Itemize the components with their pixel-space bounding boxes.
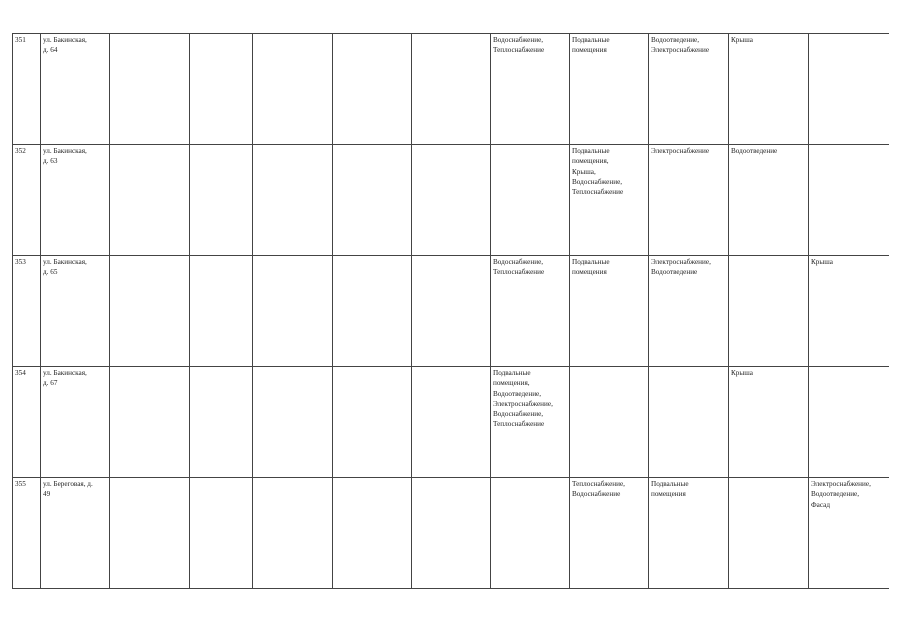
table-cell bbox=[412, 34, 491, 145]
table-row bbox=[13, 145, 889, 256]
row-number-cell: 355 bbox=[13, 478, 41, 589]
table-cell: Теплоснабжение, Водоснабжение bbox=[570, 478, 649, 589]
table-cell: Водоснабжение, Теплоснабжение bbox=[491, 34, 570, 145]
address-cell: ул. Бакинская, д. 63 bbox=[41, 145, 110, 256]
table-cell: Электроснабжение, Водоотведение, Фасад bbox=[809, 478, 889, 589]
table-cell bbox=[412, 145, 491, 256]
table-cell: Крыша bbox=[729, 367, 809, 478]
address-cell: ул. Береговая, д. 49 bbox=[41, 478, 110, 589]
table-cell bbox=[491, 145, 570, 256]
table-cell: Электроснабжение bbox=[649, 145, 729, 256]
row-number-cell: 351 bbox=[13, 34, 41, 145]
table-row bbox=[13, 367, 889, 478]
table-cell bbox=[412, 367, 491, 478]
table-cell: Крыша bbox=[809, 256, 889, 367]
row-number-cell: 354 bbox=[13, 367, 41, 478]
table-cell: Подвальные помещения bbox=[570, 256, 649, 367]
table-cell bbox=[110, 256, 190, 367]
table-cell bbox=[333, 367, 412, 478]
table-cell bbox=[729, 478, 809, 589]
table-cell bbox=[809, 34, 889, 145]
table-cell bbox=[412, 256, 491, 367]
table-cell bbox=[253, 478, 333, 589]
table-cell: Подвальные помещения bbox=[570, 34, 649, 145]
row-number-cell: 353 bbox=[13, 256, 41, 367]
table-cell: Крыша bbox=[729, 34, 809, 145]
table-cell bbox=[110, 145, 190, 256]
table-cell: Водоотведение, Электроснабжение bbox=[649, 34, 729, 145]
table-cell bbox=[570, 367, 649, 478]
table-cell bbox=[809, 145, 889, 256]
table-cell: Подвальные помещения, Крыша, Водоснабжение, Теплоснабжение bbox=[570, 145, 649, 256]
table-cell bbox=[333, 478, 412, 589]
table-cell: Электроснабжение, Водоотведение bbox=[649, 256, 729, 367]
table-cell bbox=[190, 145, 253, 256]
table-cell bbox=[729, 256, 809, 367]
table-row bbox=[13, 34, 889, 145]
table-cell bbox=[809, 367, 889, 478]
table-cell bbox=[190, 367, 253, 478]
table-cell bbox=[412, 478, 491, 589]
table-cell bbox=[190, 478, 253, 589]
table-cell bbox=[190, 34, 253, 145]
table-cell: Подвальные помещения, Водоотведение, Электроснабжение, Водоснабжение, Теплоснабжение bbox=[491, 367, 570, 478]
table-cell: Подвальные помещения bbox=[649, 478, 729, 589]
table-cell bbox=[253, 256, 333, 367]
table-cell bbox=[253, 34, 333, 145]
table-row bbox=[13, 256, 889, 367]
table-cell bbox=[649, 367, 729, 478]
address-cell: ул. Бакинская, д. 64 bbox=[41, 34, 110, 145]
table-body bbox=[13, 34, 889, 589]
table-row bbox=[13, 478, 889, 589]
table-cell bbox=[333, 34, 412, 145]
address-cell: ул. Бакинская, д. 65 bbox=[41, 256, 110, 367]
table-cell bbox=[190, 256, 253, 367]
table-cell: Водоотведение bbox=[729, 145, 809, 256]
table-cell bbox=[253, 367, 333, 478]
row-number-cell: 352 bbox=[13, 145, 41, 256]
table-cell bbox=[110, 478, 190, 589]
table-cell: Водоснабжение, Теплоснабжение bbox=[491, 256, 570, 367]
table-cell bbox=[253, 145, 333, 256]
table-cell bbox=[333, 145, 412, 256]
address-cell: ул. Бакинская, д. 67 bbox=[41, 367, 110, 478]
repair-schedule-table bbox=[12, 33, 889, 589]
table-cell bbox=[491, 478, 570, 589]
table-cell bbox=[110, 34, 190, 145]
table-cell bbox=[110, 367, 190, 478]
table-cell bbox=[333, 256, 412, 367]
